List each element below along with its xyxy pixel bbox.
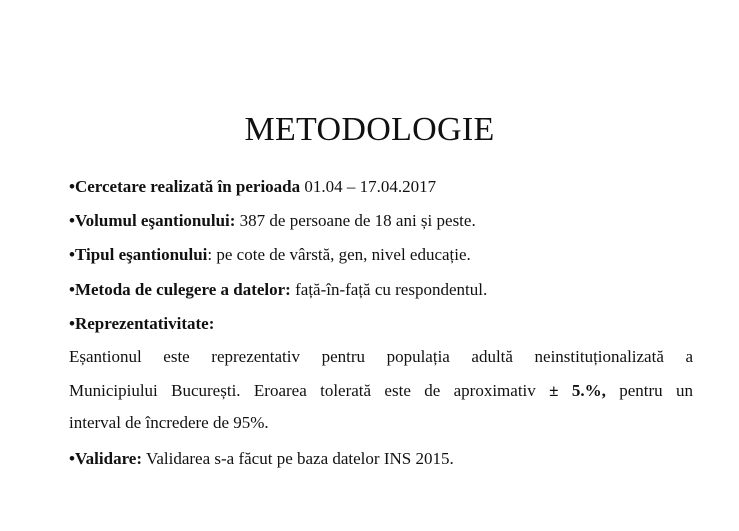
representativeness-text-2-post: pentru un	[605, 381, 693, 400]
sample-volume-line	[69, 210, 699, 232]
validation-label: •Validare:	[69, 449, 143, 468]
period-label: •Cercetare realizată în perioada	[69, 177, 301, 196]
sample-type-value: : pe cote de vârstă, gen, nivel educație.	[207, 245, 471, 264]
error-margin: ± 5.%,	[549, 381, 606, 400]
representativeness-line	[69, 313, 699, 335]
sample-volume-label: •Volumul eşantionului:	[69, 211, 236, 230]
sample-type-line	[69, 244, 699, 266]
method-line	[69, 279, 699, 301]
period-value: 01.04 – 17.04.2017	[300, 177, 437, 196]
representativeness-label: •Reprezentativitate:	[69, 314, 215, 333]
sample-volume-value: 387 de persoane de 18 ani și peste.	[235, 211, 476, 230]
slide-title: METODOLOGIE	[244, 111, 495, 148]
method-label: •Metoda de culegere a datelor:	[69, 280, 291, 299]
representativeness-text-line-1: Eșantionul este reprezentativ pentru populația adultă neinstituționalizată a	[69, 347, 693, 366]
method-value: față-în-față cu respondentul.	[290, 280, 488, 299]
sample-type-label: •Tipul eşantionului	[69, 245, 208, 264]
validation-line	[69, 448, 699, 470]
validation-value: Validarea s-a făcut pe baza datelor INS 2015.	[142, 449, 454, 468]
period-line	[69, 176, 699, 198]
representativeness-text-2-pre: Municipiului București. Eroarea tolerată este de aproximativ	[69, 381, 550, 400]
representativeness-text-line-3: interval de încredere de 95%.	[69, 413, 269, 432]
representativeness-text-line-2	[69, 380, 693, 402]
